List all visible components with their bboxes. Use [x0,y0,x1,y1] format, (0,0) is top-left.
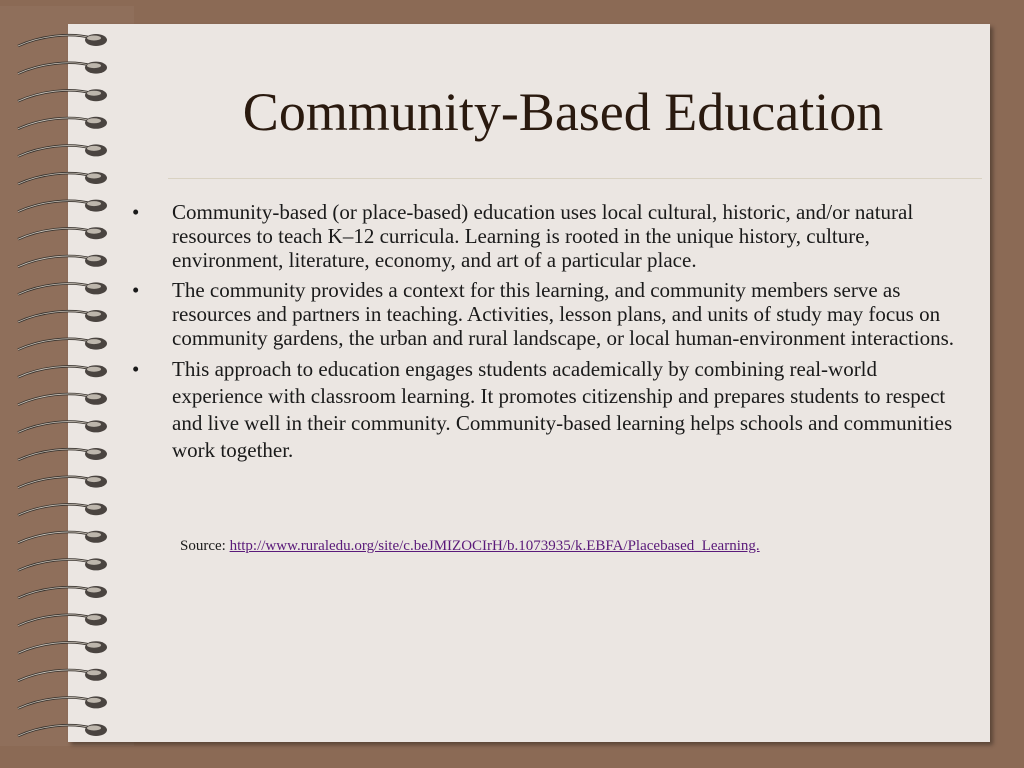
spiral-ring-icon [18,503,107,515]
spiral-ring-icon [18,531,107,543]
spiral-ring-icon [18,282,107,294]
spiral-ring-icon [18,558,107,570]
spiral-ring-icon [18,393,107,405]
bullet-dot: • [132,200,140,224]
source-label: Source: [180,538,226,554]
spiral-ring-icon [18,420,107,432]
spiral-ring-icon [18,641,107,653]
bullet-item [128,278,973,350]
spiral-ring-icon [18,227,107,239]
spiral-ring-icon [18,172,107,184]
spiral-ring-icon [18,89,107,101]
bullet-item [128,356,973,464]
spiral-ring-icon [18,669,107,681]
source-link[interactable]: http://www.ruraledu.org/site/c.beJMIZOCIrH/b.1073935/k.EBFA/Placebased_Learning. [229,538,760,554]
bullet-item [128,200,973,272]
slide-page [68,24,990,742]
spiral-ring-icon [18,310,107,322]
spiral-ring-icon [18,255,107,267]
title-divider [168,178,982,179]
spiral-ring-icon [18,476,107,488]
spiral-ring-icon [18,200,107,212]
spiral-ring-icon [18,144,107,156]
bullet-list [128,200,973,470]
spiral-ring-icon [18,117,107,129]
spiral-ring-icon [18,448,107,460]
spiral-ring-icon [18,34,107,46]
bullet-text: This approach to education engages students academically by combining real-world experience with classroom learning. It promotes citizenship and prepares students to respect and live well in their community. Community-based learning helps schools and communities work together. [172,357,953,462]
spiral-ring-icon [18,338,107,350]
spiral-ring-icon [18,62,107,74]
bullet-text: The community provides a context for this learning, and community members serve as resources and partners in teaching. Activities, lesson plans, and units of study may focus on community gardens, the urban and rural landscape, or local human-environment interactions. [172,278,954,350]
spiral-binding [0,0,130,768]
spiral-ring-icon [18,614,107,626]
slide-title: Community-Based Education [242,82,884,142]
source-citation [180,538,760,555]
spiral-ring-icon [18,365,107,377]
spiral-ring-icon [18,586,107,598]
bullet-dot: • [132,357,140,381]
bullet-text: Community-based (or place-based) education uses local cultural, historic, and/or natural resources to teach K–12 curricula. Learning is rooted in the unique history, culture, environment, literature, economy, and art of a particular place. [172,200,914,272]
bullet-dot: • [132,278,140,302]
spiral-ring-icon [18,696,107,708]
spiral-ring-icon [18,724,107,736]
